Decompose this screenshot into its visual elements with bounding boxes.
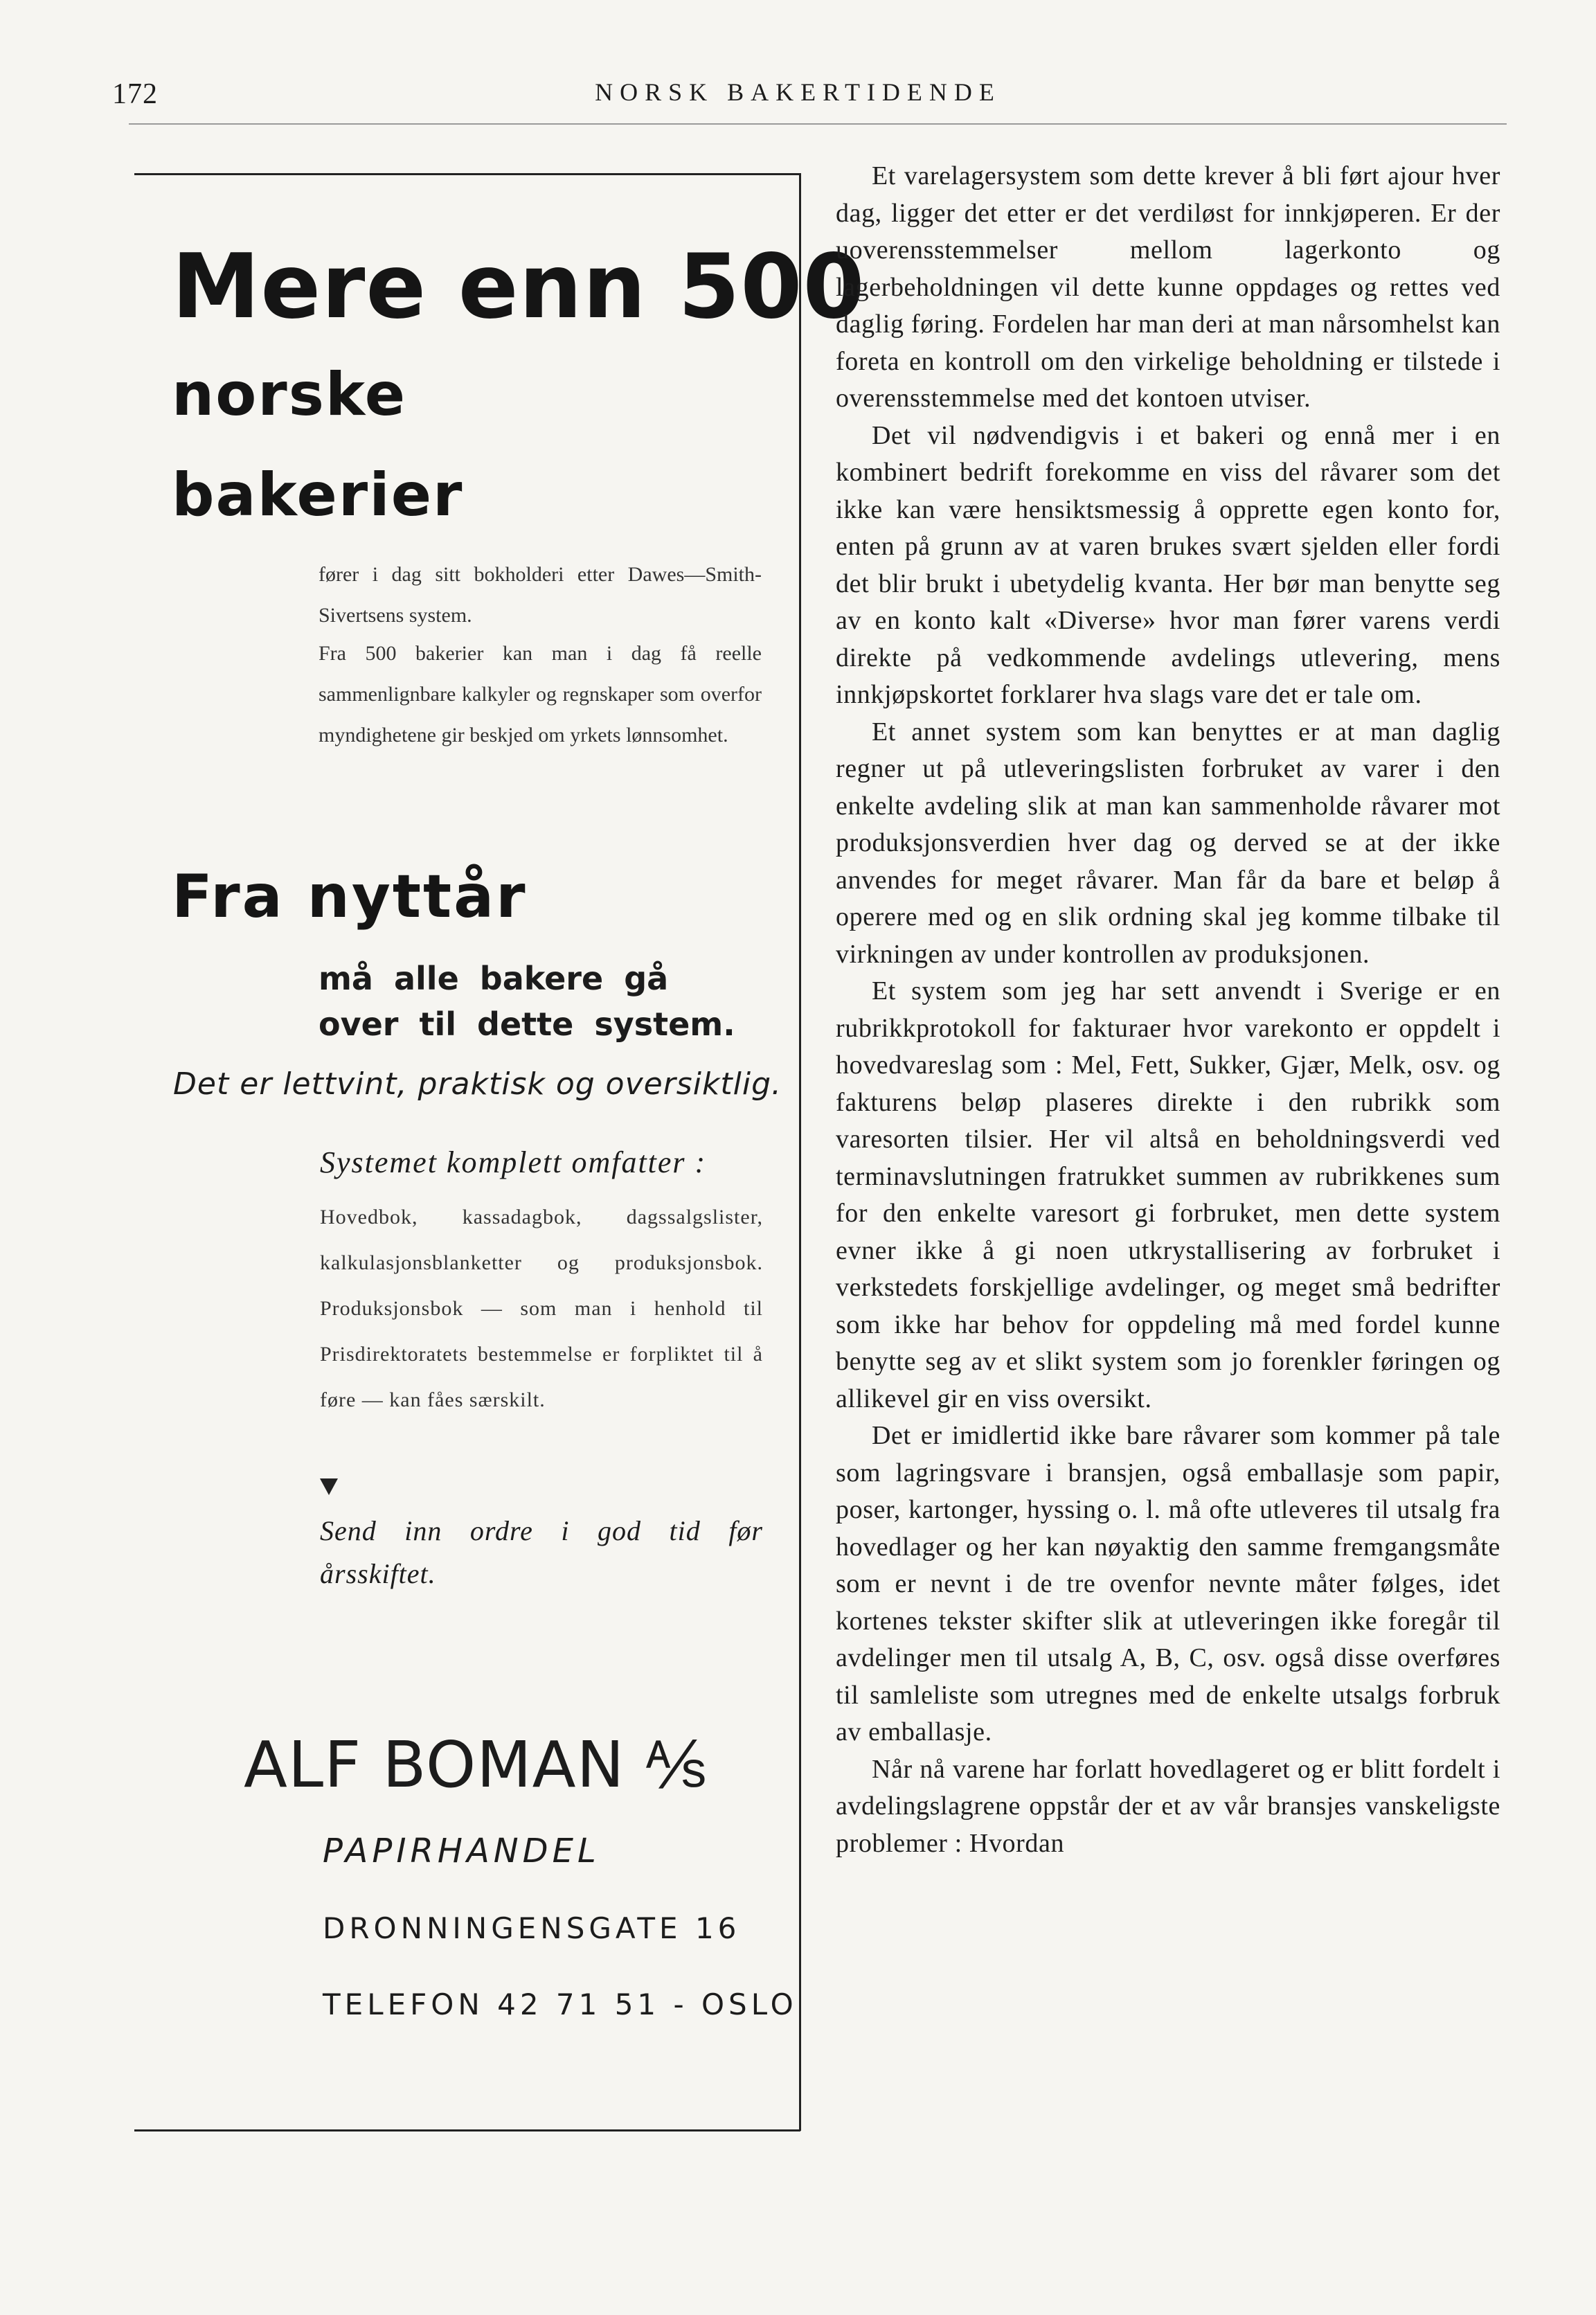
ad-right-border xyxy=(799,173,801,2131)
ad-slogan: Det er lettvint, praktisk og oversiktlig. xyxy=(173,1066,782,1102)
arrow-down-icon xyxy=(320,1478,338,1495)
article-paragraph: Det er imidlertid ikke bare råvarer som kommer på tale som lagringsvare i bransjen, også emballasje som papir, poser, kartonger, hyssing o. l. må ofte utleveres til utsalg fra hovedlager og her kan nøyaktig den samme fremgangsmåte som er nevnt i de tre ovenfor nevnte måter følges, idet kortenes tekster skifter slik at utleveringen ikke foregår til avdelinger men til utsalg A, B, C, osv. også disse overføres til samleliste som utregnes med de enkelte utsalgs forbruk av emballasje. xyxy=(836,1421,1500,1746)
ad-headline-line3: bakerier xyxy=(172,461,464,530)
ad-headline-line1: Mere enn 500 xyxy=(172,235,866,339)
article-paragraph: Et varelagersystem som dette krever å bli ført ajour hver dag, ligger det etter er det verdiløst for innkjøperen. Er der uoverensstemmelser mellom lagerkonto og lagerbeholdningen vil dette kunne oppdages og rettes ved daglig føring. Fordelen har man deri at man nårsomhelst kan foreta en kontroll om den virkelige beholdning er tilstede i overensstemmelse med det kontoen utviser. xyxy=(836,161,1500,413)
ad-company-phone: TELEFON 42 71 51 - OSLO xyxy=(323,1987,798,2021)
article-paragraph: Når nå varene har forlatt hovedlageret og er blitt fordelt i avdelingslagrene oppstår der et av vår bransjes vanskeligste problemer : Hvordan xyxy=(836,1754,1500,1858)
header-divider xyxy=(129,123,1507,125)
ad-paragraph-1: fører i dag sitt bokholderi etter Dawes—Smith-Sivertsens system. xyxy=(319,563,762,627)
article-column xyxy=(836,158,1500,1862)
publication-title: NORSK BAKERTIDENDE xyxy=(595,78,1001,106)
ad-order-text: Send inn ordre i god tid før årsskiftet. xyxy=(320,1515,763,1589)
article-paragraph: Et system som jeg har sett anvendt i Sverige er en rubrikkprotokoll for fakturaer hvor varekonto er oppdelt i hovedvareslag som : Mel, Fett, Sukker, Gjær, Melk, osv. og fakturens beløp plaseres direkte i den rubrikk som varesorten tilsier. Her vil altså en beholdningsverdi ved terminavslutningen fratrukket summen av rubrikkenes sum for den enkelte varesort gi forbruket, men dette system evner ikke å gi noen utkrystallisering av forbruket i verkstedets forskjellige avdelinger, og meget små bedrifter som ikke har behov for oppdeling må med fordel kunne benytte seg av et slikt system som jo forenkler føringen og allikevel gir en viss oversikt. xyxy=(836,976,1500,1413)
ad-company-name: ALF BOMAN ⅍ xyxy=(244,1728,707,1802)
ad-subheadline: må alle bakere gå over til dette system. xyxy=(319,960,735,1043)
ad-paragraph-2: Fra 500 bakerier kan man i dag få reelle sammenlignbare kalkyler og regnskaper som overfor myndighetene gir beskjed om yrkets lønnsomhet. xyxy=(319,642,762,747)
ad-bottom-border xyxy=(134,2129,800,2131)
ad-headline-line2: norske xyxy=(172,360,407,429)
ad-system-heading: Systemet komplett omfatter : xyxy=(320,1145,707,1179)
ad-system-text: Hovedbok, kassadagbok, dagssalgslister, kalkulasjonsblanketter og produksjonsbok. Produksjonsbok — som man i henhold til Prisdirektoratets bestemmelse er forpliktet til å føre — kan fåes særskilt. xyxy=(320,1206,763,1411)
article-paragraph: Et annet system som kan benyttes er at man daglig regner ut på utleveringslisten forbruket av varer i den enkelte avdeling slik at man kan sammenholde råvarer mot produksjonsverdien hver dag og derved se at der ikke anvendes for meget råvarer. Man får da bare et beløp å operere med og en slik ordning skal jeg komme tilbake til virkningen av under kontrollen av produksjonen. xyxy=(836,717,1500,969)
ad-company-trade: PAPIRHANDEL xyxy=(323,1832,600,1870)
ad-company-address: DRONNINGENSGATE 16 xyxy=(323,1911,741,1945)
ad-fra-nyttar: Fra nyttår xyxy=(172,862,528,931)
article-paragraph: Det vil nødvendigvis i et bakeri og ennå mer i en kombinert bedrift forekomme en viss del råvarer som det ikke kan være hensiktsmessig å opprette egen konto for, enten på grunn av at varen brukes svært sjelden eller fordi det blir brukt i ubetydelig kvanta. Her bør man benytte seg av en konto kalt «Diverse» hvor man fører varens verdi direkte på vedkommende avdelings utlevering, mens innkjøpskortet forklarer hva slags vare det er tale om. xyxy=(836,420,1500,709)
page-number: 172 xyxy=(112,78,158,110)
ad-top-border xyxy=(134,173,800,175)
